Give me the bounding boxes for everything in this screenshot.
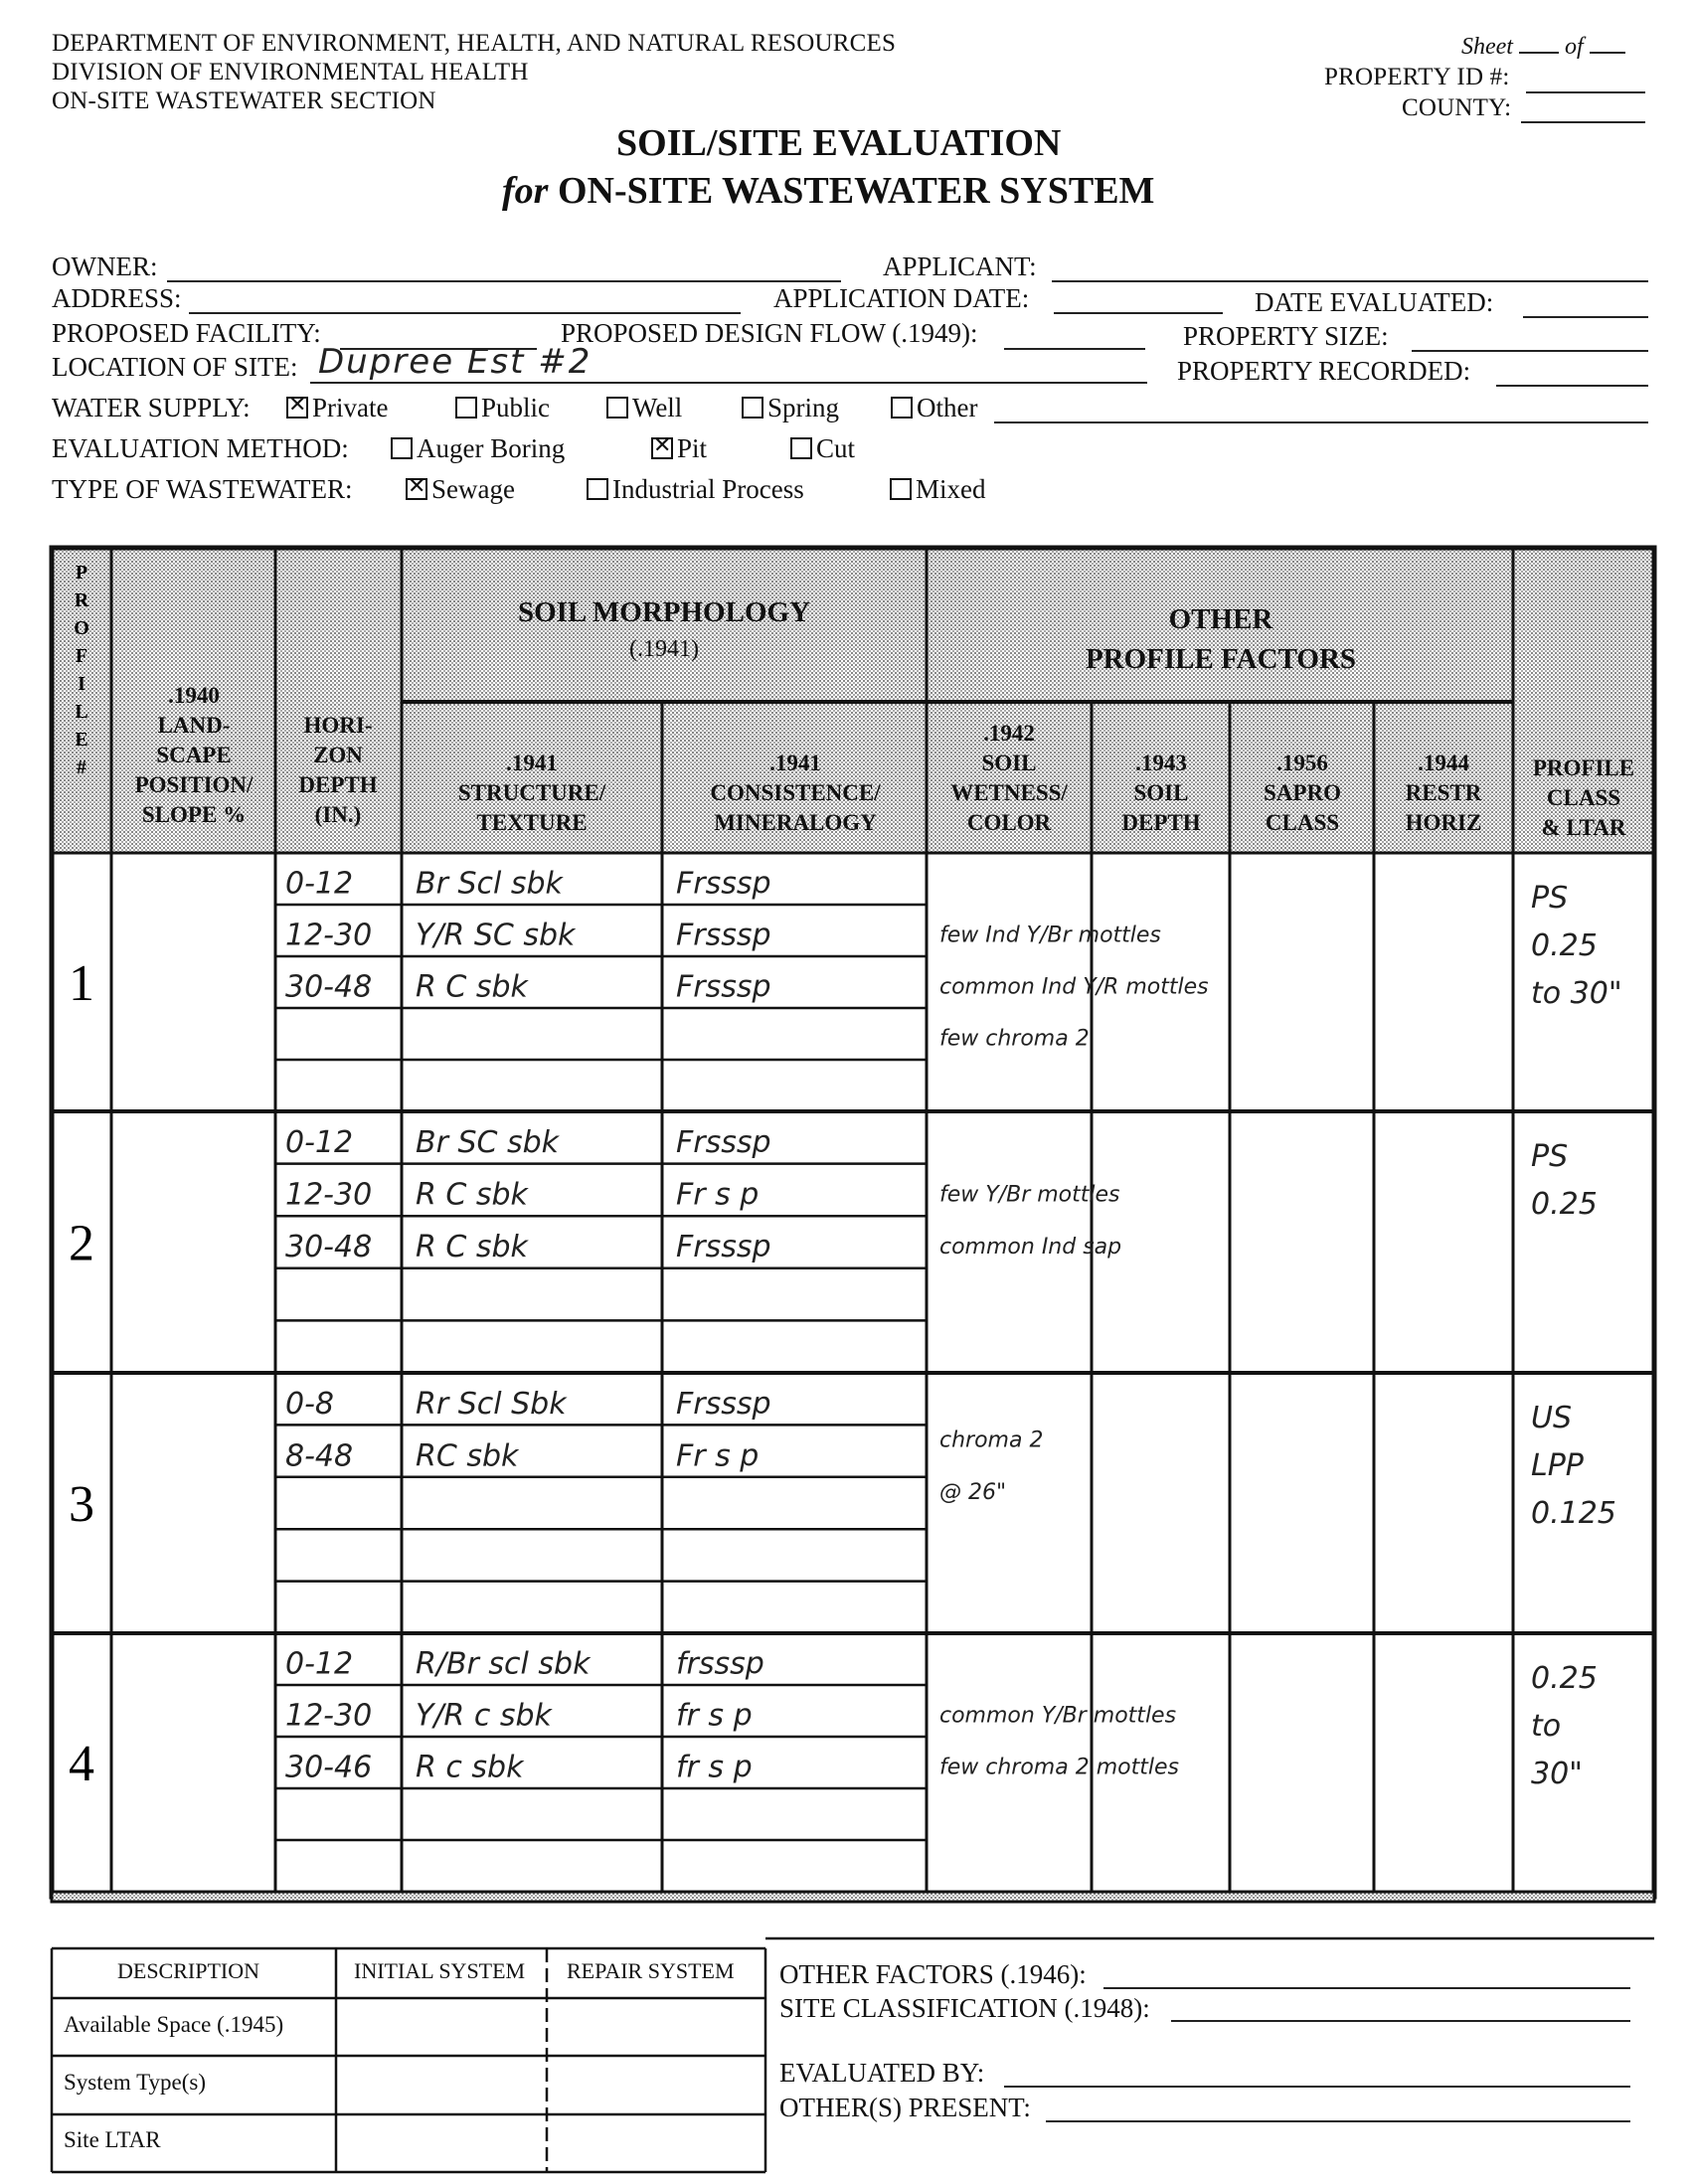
structure-texture: Rr Scl Sbk: [416, 1386, 567, 1422]
system-type-label: System Type(s): [64, 2070, 206, 2095]
applicant-label: APPLICANT:: [883, 252, 1037, 281]
consistence-code: .1941: [769, 751, 821, 775]
profile-class-value: LPP: [1531, 1448, 1584, 1483]
horizon-depth: 12-30: [285, 918, 373, 953]
profile-class-value: 0.25: [1531, 1661, 1598, 1696]
profile-header-letter: P: [75, 562, 88, 584]
landscape-code: .1940: [168, 683, 220, 708]
consistence-mineralogy: Frsssp: [676, 918, 771, 953]
soil-depth-l2: DEPTH: [1121, 810, 1201, 835]
profile-class-value: 30": [1531, 1757, 1583, 1791]
of-label: of: [1564, 34, 1584, 60]
structure-texture: R C sbk: [416, 969, 528, 1005]
profile-class-value: 0.25: [1531, 1187, 1598, 1222]
profile-class-value: US: [1531, 1401, 1573, 1435]
profile-header-letter: #: [77, 756, 86, 778]
property-recorded-label: PROPERTY RECORDED:: [1177, 356, 1471, 386]
structure-texture: Y/R c sbk: [416, 1698, 552, 1734]
section-name: ON-SITE WASTEWATER SECTION: [52, 87, 436, 114]
subtitle-rest: ON-SITE WASTEWATER SYSTEM: [557, 170, 1155, 212]
consistence-mineralogy: Fr s p: [676, 1438, 760, 1474]
wetness-color-note: few chroma 2: [939, 1026, 1090, 1052]
horizon-depth: 12-30: [285, 1177, 373, 1213]
consistence-mineralogy: Fr s p: [676, 1177, 760, 1213]
county-label: COUNTY:: [1402, 94, 1512, 121]
structure-texture: Br SC sbk: [416, 1125, 560, 1161]
option-label: Public: [481, 393, 551, 422]
soil-depth-l1: SOIL: [1133, 780, 1189, 805]
location-value: Dupree Est #2: [318, 342, 593, 382]
site-ltar-label: Site LTAR: [64, 2127, 161, 2152]
option-label: Auger Boring: [417, 433, 566, 463]
option-label: Industrial Process: [612, 474, 804, 504]
profile-class-l1: PROFILE: [1532, 756, 1635, 780]
horizon-depth: 12-30: [285, 1698, 373, 1734]
horizon-depth: 30-48: [285, 969, 373, 1005]
horizon-depth: 0-12: [285, 1646, 354, 1682]
profile-header-letter: I: [78, 673, 85, 695]
wetness-color-note: few chroma 2 mottles: [939, 1755, 1179, 1780]
profile-number: 4: [69, 1736, 94, 1792]
option-label: Spring: [767, 393, 840, 422]
property-id-label: PROPERTY ID #:: [1324, 64, 1510, 90]
profile-header-letter: O: [74, 617, 89, 639]
option-label: Well: [632, 393, 683, 422]
horizon-depth: 30-48: [285, 1230, 373, 1265]
site-classification-label: SITE CLASSIFICATION (.1948):: [779, 1993, 1150, 2023]
horizon-depth: 8-48: [285, 1438, 354, 1474]
profile-class-l2: CLASS: [1546, 785, 1621, 810]
structure-texture: RC sbk: [416, 1438, 519, 1474]
consistence-mineralogy: Frsssp: [676, 1125, 771, 1161]
water-supply-label: WATER SUPPLY:: [52, 393, 251, 422]
structure-texture: R C sbk: [416, 1177, 528, 1213]
sheet-label: Sheet: [1461, 34, 1513, 60]
wetness-color-note: @ 26": [939, 1479, 1007, 1505]
profile-class-value: to: [1531, 1709, 1562, 1744]
wastewater-type-label: TYPE OF WASTEWATER:: [52, 474, 353, 504]
division-name: DIVISION OF ENVIRONMENTAL HEALTH: [52, 59, 529, 85]
option-label: Mixed: [916, 474, 986, 504]
structure-texture: R/Br scl sbk: [416, 1646, 591, 1682]
restr-l1: RESTR: [1405, 780, 1482, 805]
wetness-l3: COLOR: [966, 810, 1052, 835]
consistence-mineralogy: Frsssp: [676, 969, 771, 1005]
repair-system-header: REPAIR SYSTEM: [567, 1958, 735, 1983]
profile-class-value: 0.125: [1531, 1496, 1616, 1531]
restr-l2: HORIZ: [1405, 810, 1482, 835]
initial-system-header: INITIAL SYSTEM: [354, 1958, 526, 1983]
available-space-label: Available Space (.1945): [64, 2012, 284, 2037]
soil-depth-code: .1943: [1135, 751, 1187, 775]
profile-header-letter: F: [75, 645, 88, 667]
profile-class-value: to 30": [1531, 976, 1622, 1011]
evaluated-by-label: EVALUATED BY:: [779, 2058, 985, 2088]
structure-code: .1941: [506, 751, 558, 775]
structure-texture: Br Scl sbk: [416, 866, 563, 902]
subtitle-for: for: [502, 170, 549, 212]
profile-number: 1: [69, 955, 94, 1012]
soil-morphology-code: (.1941): [629, 636, 699, 662]
landscape-l4: SLOPE %: [141, 802, 247, 827]
sapro-code: .1956: [1276, 751, 1328, 775]
others-present-label: OTHER(S) PRESENT:: [779, 2093, 1031, 2122]
profiles-body: [69, 867, 1622, 1792]
other-factors-l1: OTHER: [1168, 603, 1273, 635]
department-name: DEPARTMENT OF ENVIRONMENT, HEALTH, AND NATURAL RESOURCES: [52, 30, 897, 57]
option-label: Other: [917, 393, 978, 422]
landscape-l2: SCAPE: [156, 743, 232, 767]
consistence-mineralogy: fr s p: [676, 1750, 753, 1785]
profile-class-l3: & LTAR: [1541, 815, 1626, 840]
wetness-l2: WETNESS/: [950, 780, 1068, 805]
option-label: Private: [312, 393, 389, 422]
wetness-code: .1942: [983, 721, 1035, 746]
profile-number: 3: [69, 1476, 94, 1533]
consistence-mineralogy: Frsssp: [676, 866, 771, 902]
form-title: SOIL/SITE EVALUATION: [616, 122, 1062, 164]
profile-class-value: 0.25: [1531, 928, 1598, 963]
horizon-depth: 30-46: [285, 1750, 373, 1785]
sapro-l1: SAPRO: [1264, 780, 1341, 805]
application-date-label: APPLICATION DATE:: [773, 283, 1030, 313]
date-evaluated-label: DATE EVALUATED:: [1255, 287, 1494, 317]
soil-morphology-title: SOIL MORPHOLOGY: [517, 596, 811, 628]
description-header: DESCRIPTION: [117, 1958, 260, 1983]
consistence-l1: CONSISTENCE/: [710, 780, 881, 805]
horizon-l2: ZON: [313, 743, 363, 767]
option-label: Cut: [816, 433, 856, 463]
profile-number: 2: [69, 1215, 94, 1272]
horizon-l4: (IN.): [314, 802, 362, 827]
structure-l1: STRUCTURE/: [457, 780, 606, 805]
consistence-mineralogy: Frsssp: [676, 1230, 771, 1265]
profile-header-letter: R: [74, 589, 89, 611]
profile-class-value: PS: [1531, 881, 1569, 916]
landscape-l3: POSITION/: [134, 772, 254, 797]
consistence-mineralogy: Frsssp: [676, 1386, 771, 1422]
landscape-l1: LAND-: [157, 713, 231, 738]
horizon-l1: HORI-: [303, 713, 373, 738]
restr-code: .1944: [1418, 751, 1469, 775]
profile-header-letter: L: [75, 701, 88, 723]
owner-label: OWNER:: [52, 252, 158, 281]
structure-texture: R C sbk: [416, 1230, 528, 1265]
horizon-l3: DEPTH: [298, 772, 378, 797]
wetness-color-note: few Ind Y/Br mottles: [939, 923, 1161, 948]
wetness-color-note: chroma 2: [939, 1428, 1044, 1453]
structure-texture: R c sbk: [416, 1750, 524, 1785]
horizon-depth: 0-12: [285, 1125, 354, 1161]
profile-header-letter: E: [75, 729, 88, 751]
option-label: Sewage: [431, 474, 515, 504]
option-label: Pit: [677, 433, 708, 463]
proposed-facility-label: PROPOSED FACILITY:: [52, 318, 321, 348]
wetness-color-note: few Y/Br mottles: [939, 1182, 1120, 1208]
location-label: LOCATION OF SITE:: [52, 352, 298, 382]
property-size-label: PROPERTY SIZE:: [1183, 321, 1389, 351]
other-factors-label: OTHER FACTORS (.1946):: [779, 1959, 1087, 1989]
address-label: ADDRESS:: [52, 283, 182, 313]
other-factors-l2: PROFILE FACTORS: [1085, 643, 1357, 675]
consistence-mineralogy: fr s p: [676, 1698, 753, 1734]
structure-l2: TEXTURE: [476, 810, 588, 835]
wetness-color-note: common Y/Br mottles: [939, 1703, 1177, 1729]
wetness-color-note: common Ind Y/R mottles: [939, 974, 1209, 1000]
design-flow-label: PROPOSED DESIGN FLOW (.1949):: [561, 318, 978, 348]
wetness-l1: SOIL: [981, 751, 1037, 775]
horizon-depth: 0-12: [285, 866, 354, 902]
consistence-mineralogy: frsssp: [676, 1646, 764, 1682]
evaluation-method-label: EVALUATION METHOD:: [52, 433, 349, 463]
consistence-l2: MINERALOGY: [714, 810, 877, 835]
horizon-depth: 0-8: [285, 1386, 334, 1422]
profile-class-value: PS: [1531, 1139, 1569, 1174]
structure-texture: Y/R SC sbk: [416, 918, 576, 953]
table-bottom-band: [52, 1892, 1654, 1902]
wetness-color-note: common Ind sap: [939, 1235, 1122, 1260]
sapro-l2: CLASS: [1265, 810, 1340, 835]
